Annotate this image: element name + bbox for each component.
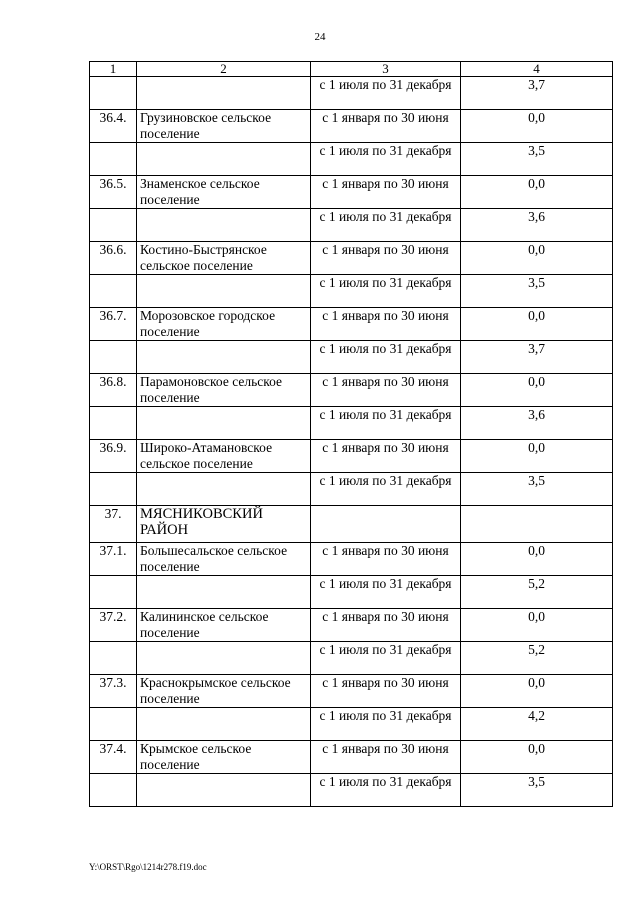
table-row xyxy=(90,407,613,440)
period-cell xyxy=(311,774,461,807)
header-cell-4: 4 xyxy=(461,62,613,77)
value-cell-text: 0,0 xyxy=(528,242,545,257)
value-cell-text: 5,2 xyxy=(528,642,545,657)
table-row xyxy=(90,440,613,473)
period-cell xyxy=(311,741,461,774)
value-cell-text: 0,0 xyxy=(528,543,545,558)
table-row xyxy=(90,308,613,341)
period-cell-text: с 1 января по 30 июня xyxy=(322,609,449,624)
table-header-row xyxy=(90,62,613,77)
period-cell-text: с 1 января по 30 июня xyxy=(322,110,449,125)
settlement-name-cell xyxy=(137,77,311,110)
row-number-cell-text: 36.9. xyxy=(99,440,127,455)
period-cell xyxy=(311,440,461,473)
value-cell xyxy=(461,242,613,275)
value-cell-text: 0,0 xyxy=(528,176,545,191)
period-cell xyxy=(311,143,461,176)
settlement-name-cell xyxy=(137,143,311,176)
table-row xyxy=(90,374,613,407)
period-cell xyxy=(311,407,461,440)
period-cell-text: с 1 января по 30 июня xyxy=(322,176,449,191)
table-row xyxy=(90,774,613,807)
region-name-cell xyxy=(137,506,311,543)
value-cell xyxy=(461,77,613,110)
row-number-cell-text: 36.5. xyxy=(99,176,127,191)
row-number-cell-text: 37.4. xyxy=(99,741,127,756)
settlement-name-cell xyxy=(137,543,311,576)
value-cell xyxy=(461,675,613,708)
value-cell xyxy=(461,374,613,407)
settlement-name-cell xyxy=(137,308,311,341)
settlement-name-cell xyxy=(137,176,311,209)
value-cell-text: 3,6 xyxy=(528,407,545,422)
table-row xyxy=(90,675,613,708)
value-cell xyxy=(461,275,613,308)
period-cell xyxy=(311,609,461,642)
value-cell-text: 5,2 xyxy=(528,576,545,591)
row-number-cell xyxy=(90,543,137,576)
row-number-cell-text: 36.4. xyxy=(99,110,127,125)
value-cell xyxy=(461,341,613,374)
row-number-cell xyxy=(90,473,137,506)
header-cell-1: 1 xyxy=(90,62,137,77)
period-cell-text: с 1 января по 30 июня xyxy=(322,675,449,690)
period-cell-text: с 1 января по 30 июня xyxy=(322,741,449,756)
table-row xyxy=(90,473,613,506)
table-row xyxy=(90,110,613,143)
value-cell-text: 0,0 xyxy=(528,741,545,756)
period-cell-text: с 1 января по 30 июня xyxy=(322,242,449,257)
value-cell xyxy=(461,407,613,440)
data-table xyxy=(89,61,613,807)
row-number-cell xyxy=(90,642,137,675)
settlement-name-cell xyxy=(137,609,311,642)
row-number-cell xyxy=(90,609,137,642)
row-number-cell xyxy=(90,741,137,774)
period-cell xyxy=(311,110,461,143)
period-cell xyxy=(311,341,461,374)
period-cell-text: с 1 июля по 31 декабря xyxy=(319,209,452,224)
value-cell-text: 3,5 xyxy=(528,275,545,290)
row-number-cell xyxy=(90,143,137,176)
value-cell xyxy=(461,609,613,642)
period-cell-text: с 1 июля по 31 декабря xyxy=(319,407,452,422)
period-cell xyxy=(311,77,461,110)
settlement-name-cell xyxy=(137,341,311,374)
table-row xyxy=(90,275,613,308)
settlement-name-cell-text: Костино-Быстрянское сельское поселение xyxy=(140,242,267,273)
period-cell xyxy=(311,576,461,609)
period-cell-text: с 1 июля по 31 декабря xyxy=(319,576,452,591)
row-number-cell-text: 36.7. xyxy=(99,308,127,323)
period-cell-text: с 1 июля по 31 декабря xyxy=(319,341,452,356)
period-cell xyxy=(311,308,461,341)
value-cell xyxy=(461,209,613,242)
row-number-cell-text: 36.6. xyxy=(99,242,127,257)
period-cell-text: с 1 июля по 31 декабря xyxy=(319,642,452,657)
settlement-name-cell xyxy=(137,110,311,143)
value-cell-text: 3,6 xyxy=(528,209,545,224)
period-cell xyxy=(311,242,461,275)
table-body xyxy=(90,62,613,807)
settlement-name-cell xyxy=(137,374,311,407)
period-cell xyxy=(311,675,461,708)
row-number-cell-text: 37. xyxy=(104,506,122,521)
value-cell xyxy=(461,576,613,609)
table-row xyxy=(90,609,613,642)
value-cell xyxy=(461,473,613,506)
settlement-name-cell xyxy=(137,774,311,807)
table-row xyxy=(90,143,613,176)
table-row xyxy=(90,708,613,741)
period-cell-text: с 1 января по 30 июня xyxy=(322,308,449,323)
row-number-cell xyxy=(90,675,137,708)
settlement-name-cell xyxy=(137,642,311,675)
header-cell-2: 2 xyxy=(137,62,311,77)
settlement-name-cell xyxy=(137,407,311,440)
value-cell xyxy=(461,506,613,543)
settlement-name-cell xyxy=(137,209,311,242)
period-cell xyxy=(311,275,461,308)
row-number-cell xyxy=(90,275,137,308)
row-number-cell-text: 37.1. xyxy=(99,543,127,558)
period-cell-text: с 1 января по 30 июня xyxy=(322,374,449,389)
row-number-cell xyxy=(90,576,137,609)
value-cell-text: 0,0 xyxy=(528,609,545,624)
row-number-cell xyxy=(90,506,137,543)
period-cell xyxy=(311,543,461,576)
period-cell-text: с 1 июля по 31 декабря xyxy=(319,708,452,723)
value-cell xyxy=(461,741,613,774)
row-number-cell xyxy=(90,374,137,407)
settlement-name-cell xyxy=(137,440,311,473)
period-cell xyxy=(311,642,461,675)
value-cell-text: 3,5 xyxy=(528,143,545,158)
value-cell-text: 3,5 xyxy=(528,473,545,488)
settlement-name-cell xyxy=(137,576,311,609)
value-cell-text: 4,2 xyxy=(528,708,545,723)
settlement-name-cell xyxy=(137,275,311,308)
period-cell xyxy=(311,506,461,543)
period-cell xyxy=(311,176,461,209)
row-number-cell xyxy=(90,77,137,110)
period-cell xyxy=(311,374,461,407)
period-cell-text: с 1 января по 30 июня xyxy=(322,543,449,558)
table-row xyxy=(90,77,613,110)
period-cell xyxy=(311,209,461,242)
value-cell-text: 0,0 xyxy=(528,440,545,455)
region-row xyxy=(90,506,613,543)
settlement-name-cell xyxy=(137,708,311,741)
value-cell-text: 3,7 xyxy=(528,341,545,356)
settlement-name-cell-text: Грузиновское сельское поселение xyxy=(140,110,272,141)
value-cell-text: 3,7 xyxy=(528,77,545,92)
value-cell xyxy=(461,543,613,576)
row-number-cell xyxy=(90,774,137,807)
row-number-cell xyxy=(90,341,137,374)
value-cell xyxy=(461,642,613,675)
value-cell-text: 0,0 xyxy=(528,374,545,389)
settlement-name-cell-text: Знаменское сельское поселение xyxy=(140,176,260,207)
table-row xyxy=(90,741,613,774)
region-name-cell-text: МЯСНИКОВСКИЙ РАЙОН xyxy=(140,506,263,538)
settlement-name-cell-text: Большесальское сельское поселение xyxy=(140,543,288,574)
row-number-cell-text: 36.8. xyxy=(99,374,127,389)
table-row xyxy=(90,543,613,576)
settlement-name-cell-text: Калининское сельское поселение xyxy=(140,609,269,640)
row-number-cell-text: 37.2. xyxy=(99,609,127,624)
row-number-cell xyxy=(90,407,137,440)
row-number-cell xyxy=(90,176,137,209)
table-row xyxy=(90,642,613,675)
period-cell-text: с 1 июля по 31 декабря xyxy=(319,143,452,158)
value-cell xyxy=(461,708,613,741)
value-cell xyxy=(461,143,613,176)
period-cell xyxy=(311,473,461,506)
settlement-name-cell-text: Широко-Атамановское сельское поселение xyxy=(140,440,273,471)
settlement-name-cell-text: Крымское сельское поселение xyxy=(140,741,252,772)
settlement-name-cell-text: Морозовское городское поселение xyxy=(140,308,276,339)
value-cell-text: 0,0 xyxy=(528,308,545,323)
table-row xyxy=(90,576,613,609)
page-number: 24 xyxy=(314,31,326,43)
value-cell xyxy=(461,440,613,473)
table-row xyxy=(90,176,613,209)
period-cell-text: с 1 июля по 31 декабря xyxy=(319,774,452,789)
period-cell-text: с 1 июля по 31 декабря xyxy=(319,275,452,290)
table-row xyxy=(90,341,613,374)
row-number-cell xyxy=(90,440,137,473)
header-cell-3: 3 xyxy=(311,62,461,77)
settlement-name-cell xyxy=(137,741,311,774)
value-cell xyxy=(461,774,613,807)
value-cell xyxy=(461,308,613,341)
settlement-name-cell xyxy=(137,242,311,275)
row-number-cell xyxy=(90,110,137,143)
settlement-name-cell-text: Краснокрымское сельское поселение xyxy=(140,675,291,706)
value-cell-text: 0,0 xyxy=(528,110,545,125)
row-number-cell xyxy=(90,308,137,341)
table-row xyxy=(90,209,613,242)
value-cell-text: 3,5 xyxy=(528,774,545,789)
period-cell-text: с 1 января по 30 июня xyxy=(322,440,449,455)
period-cell-text: с 1 июля по 31 декабря xyxy=(319,473,452,488)
settlement-name-cell xyxy=(137,675,311,708)
row-number-cell xyxy=(90,209,137,242)
value-cell xyxy=(461,176,613,209)
settlement-name-cell-text: Парамоновское сельское поселение xyxy=(140,374,283,405)
row-number-cell xyxy=(90,708,137,741)
period-cell-text: с 1 июля по 31 декабря xyxy=(319,77,452,92)
period-cell xyxy=(311,708,461,741)
value-cell-text: 0,0 xyxy=(528,675,545,690)
footer-file-path: Y:\ORST\Rgo\1214r278.f19.doc xyxy=(89,862,207,872)
settlement-name-cell xyxy=(137,473,311,506)
value-cell xyxy=(461,110,613,143)
row-number-cell-text: 37.3. xyxy=(99,675,127,690)
row-number-cell xyxy=(90,242,137,275)
table-row xyxy=(90,242,613,275)
